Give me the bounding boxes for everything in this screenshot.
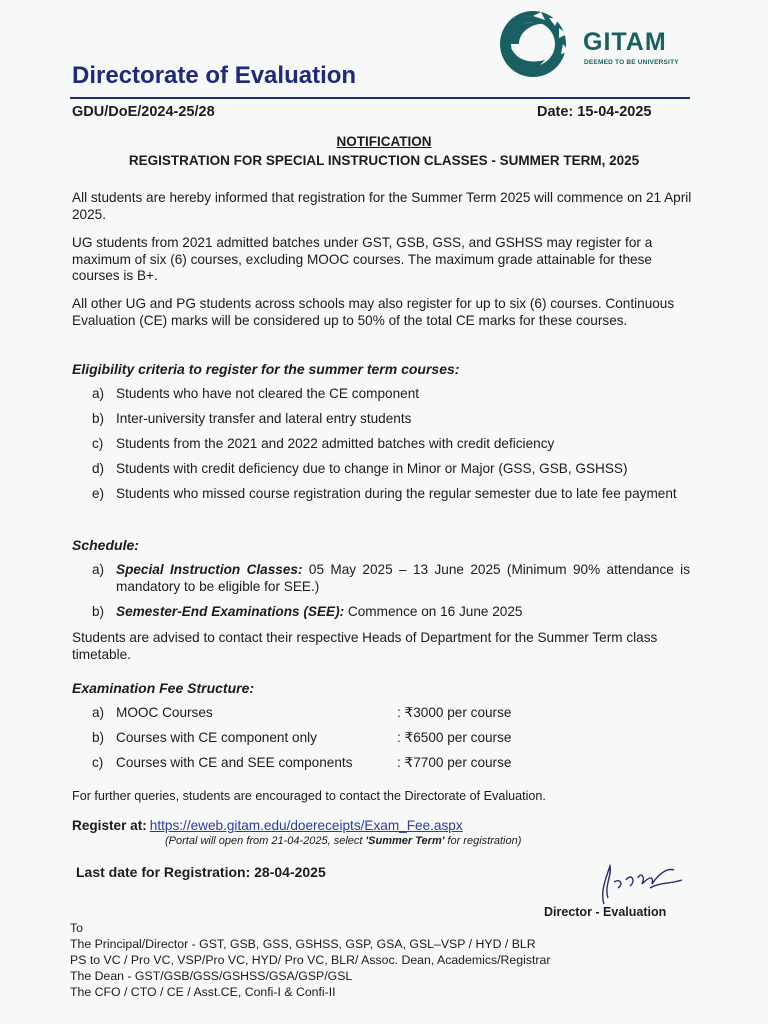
register-line <box>72 818 463 833</box>
list-item: The Principal/Director - GST, GSB, GSS, GSHSS, GSP, GSA, GSL–VSP / HYD / BLR <box>70 937 536 951</box>
header-divider <box>70 97 690 99</box>
eligibility-heading: Eligibility criteria to register for the summer term courses: <box>72 361 460 377</box>
portal-note: (Portal will open from 21-04-2025, select 'Summer Term' for registration) <box>165 835 522 847</box>
notice-subject: REGISTRATION FOR SPECIAL INSTRUCTION CLASSES - SUMMER TERM, 2025 <box>128 153 640 168</box>
brand-tagline: DEEMED TO BE UNIVERSITY <box>584 59 679 66</box>
gitam-emblem-icon <box>489 8 579 80</box>
reference-number: GDU/DoE/2024-25/28 <box>72 104 215 120</box>
brand-name: GITAM <box>583 28 667 56</box>
list-item: e) Students who missed course registration during the regular semester due to late fee payment <box>92 486 677 501</box>
last-date: Last date for Registration: 28-04-2025 <box>76 864 326 880</box>
list-item: PS to VC / Pro VC, VSP/Pro VC, HYD/ Pro VC, BLR/ Assoc. Dean, Academics/Registrar <box>70 953 551 967</box>
distribution-list <box>70 920 550 1000</box>
further-queries: For further queries, students are encouraged to contact the Directorate of Evaluation. <box>72 789 546 803</box>
fee-row: c) Courses with CE and SEE components <box>92 755 353 770</box>
fee-heading: Examination Fee Structure: <box>72 680 255 696</box>
fee-row: b) Courses with CE component only <box>92 730 317 745</box>
pg-paragraph: All other UG and PG students across schools may also register for up to six (6) courses. Continuous Evaluation (CE) marks will be considered up to 50% of the total CE marks for these courses. <box>72 296 675 328</box>
to-label: To <box>70 921 83 935</box>
ug-paragraph: UG students from 2021 admitted batches under GST, GSB, GSS, and GSHSS may register for a maximum of six (6) courses, excluding MOOC courses. The maximum grade attainable for these courses is B+. <box>72 235 653 283</box>
schedule-heading: Schedule: <box>72 537 139 553</box>
signatory-title: Director - Evaluation <box>544 905 667 919</box>
schedule-note: Students are advised to contact their respective Heads of Department for the Summer Term class timetable. <box>72 630 658 662</box>
list-item: The CFO / CTO / CE / Asst.CE, Confi-I & Confi-II <box>70 985 336 999</box>
schedule-item-see: b) Semester-End Examinations (SEE): Commence on 16 June 2025 <box>92 604 523 619</box>
list-item: The Dean - GST/GSB/GSS/GSHSS/GSA/GSP/GSL <box>70 969 353 983</box>
list-item: a) Students who have not cleared the CE component <box>92 386 420 401</box>
fee-row: a) MOOC Courses <box>92 705 213 720</box>
fee-amount: : ₹7700 per course <box>397 755 512 770</box>
list-item: b) Inter-university transfer and lateral entry students <box>92 411 412 426</box>
register-label: Register at: <box>72 818 147 833</box>
intro-paragraph: All students are hereby informed that registration for the Summer Term 2025 will commence on 21 April 2025. <box>72 190 692 222</box>
fee-amount: : ₹6500 per course <box>397 730 512 745</box>
list-item: c) Students from the 2021 and 2022 admitted batches with credit deficiency <box>92 436 555 451</box>
fee-amount: : ₹3000 per course <box>397 705 512 720</box>
registration-link[interactable]: https://eweb.gitam.edu/doereceipts/Exam_Fee.aspx <box>149 818 463 833</box>
office-title: Directorate of Evaluation <box>72 62 357 89</box>
notice-date: Date: 15-04-2025 <box>537 104 652 120</box>
notice-heading: NOTIFICATION <box>336 134 432 149</box>
schedule-item-classes: a) Special Instruction Classes: 05 May 2025 – 13 June 2025 (Minimum 90% attendance is mandatory to be eligible for SEE.) <box>92 562 691 594</box>
list-item: d) Students with credit deficiency due to change in Minor or Major (GSS, GSB, GSHSS) <box>92 461 628 476</box>
